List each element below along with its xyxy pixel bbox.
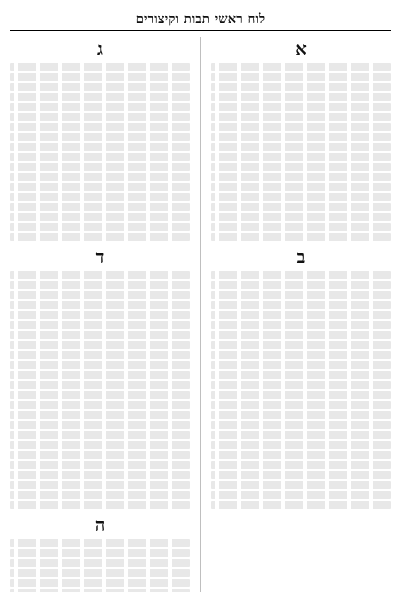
text-line-placeholder <box>10 193 190 201</box>
text-line-placeholder <box>211 431 391 439</box>
section-letter: ד <box>95 246 105 268</box>
text-line-placeholder <box>211 411 391 419</box>
text-line-placeholder <box>10 223 190 231</box>
text-line-placeholder <box>10 123 190 131</box>
section-entries <box>211 63 391 241</box>
text-line-placeholder <box>211 371 391 379</box>
text-line-placeholder <box>211 351 391 359</box>
column-divider <box>200 37 201 592</box>
text-line-placeholder <box>211 123 391 131</box>
dictionary-section <box>211 246 391 509</box>
text-line-placeholder <box>10 271 190 279</box>
text-line-placeholder <box>211 113 391 121</box>
text-line-placeholder <box>10 391 190 399</box>
page-title: לוח ראשי תבות וקיצורים <box>135 12 266 27</box>
text-line-placeholder <box>10 281 190 289</box>
text-line-placeholder <box>10 351 190 359</box>
dictionary-section <box>211 41 391 241</box>
text-line-placeholder <box>211 321 391 329</box>
text-line-placeholder <box>10 539 190 547</box>
text-line-placeholder <box>211 381 391 389</box>
text-line-placeholder <box>211 213 391 221</box>
text-line-placeholder <box>10 83 190 91</box>
text-line-placeholder <box>10 431 190 439</box>
text-line-placeholder <box>211 233 391 241</box>
text-line-placeholder <box>10 143 190 151</box>
text-line-placeholder <box>10 559 190 567</box>
text-line-placeholder <box>211 103 391 111</box>
text-line-placeholder <box>211 491 391 499</box>
text-line-placeholder <box>10 461 190 469</box>
text-line-placeholder <box>211 501 391 509</box>
text-line-placeholder <box>211 361 391 369</box>
text-line-placeholder <box>211 421 391 429</box>
text-line-placeholder <box>211 441 391 449</box>
text-line-placeholder <box>10 341 190 349</box>
page-header <box>10 8 391 31</box>
text-line-placeholder <box>10 113 190 121</box>
text-line-placeholder <box>10 311 190 319</box>
text-line-placeholder <box>211 291 391 299</box>
text-line-placeholder <box>10 481 190 489</box>
text-line-placeholder <box>10 421 190 429</box>
text-line-placeholder <box>10 301 190 309</box>
text-line-placeholder <box>211 63 391 71</box>
section-entries <box>211 271 391 509</box>
column-left <box>10 37 190 592</box>
text-line-placeholder <box>10 153 190 161</box>
text-line-placeholder <box>211 203 391 211</box>
columns <box>10 37 391 592</box>
text-line-placeholder <box>10 491 190 499</box>
text-line-placeholder <box>211 281 391 289</box>
text-line-placeholder <box>10 291 190 299</box>
text-line-placeholder <box>10 133 190 141</box>
section-entries <box>10 271 190 509</box>
section-entries <box>10 539 190 592</box>
text-line-placeholder <box>10 63 190 71</box>
text-line-placeholder <box>211 173 391 181</box>
text-line-placeholder <box>10 233 190 241</box>
section-letter: ג <box>97 39 103 60</box>
text-line-placeholder <box>10 569 190 577</box>
text-line-placeholder <box>10 501 190 509</box>
section-entries <box>10 63 190 241</box>
text-line-placeholder <box>211 183 391 191</box>
text-line-placeholder <box>211 133 391 141</box>
text-line-placeholder <box>211 83 391 91</box>
text-line-placeholder <box>211 271 391 279</box>
text-line-placeholder <box>211 391 391 399</box>
text-line-placeholder <box>10 321 190 329</box>
text-line-placeholder <box>211 331 391 339</box>
text-line-placeholder <box>10 441 190 449</box>
text-line-placeholder <box>10 183 190 191</box>
dictionary-section <box>10 514 190 592</box>
text-line-placeholder <box>10 213 190 221</box>
text-line-placeholder <box>10 361 190 369</box>
text-line-placeholder <box>10 579 190 587</box>
text-line-placeholder <box>10 103 190 111</box>
text-line-placeholder <box>10 93 190 101</box>
section-letter: א <box>295 39 307 60</box>
dictionary-section <box>10 246 190 509</box>
text-line-placeholder <box>10 381 190 389</box>
text-line-placeholder <box>10 451 190 459</box>
text-line-placeholder <box>10 371 190 379</box>
section-letter: ה <box>94 514 106 536</box>
text-line-placeholder <box>211 451 391 459</box>
text-line-placeholder <box>211 311 391 319</box>
text-line-placeholder <box>211 301 391 309</box>
text-line-placeholder <box>211 481 391 489</box>
text-line-placeholder <box>211 193 391 201</box>
text-line-placeholder <box>211 153 391 161</box>
text-line-placeholder <box>211 143 391 151</box>
text-line-placeholder <box>10 173 190 181</box>
text-line-placeholder <box>211 223 391 231</box>
column-right <box>211 37 391 592</box>
text-line-placeholder <box>10 589 190 592</box>
text-line-placeholder <box>10 331 190 339</box>
text-line-placeholder <box>10 549 190 557</box>
text-line-placeholder <box>211 471 391 479</box>
text-line-placeholder <box>10 73 190 81</box>
text-line-placeholder <box>211 461 391 469</box>
text-line-placeholder <box>10 471 190 479</box>
text-line-placeholder <box>10 163 190 171</box>
text-line-placeholder <box>10 203 190 211</box>
text-line-placeholder <box>10 411 190 419</box>
text-line-placeholder <box>211 341 391 349</box>
text-line-placeholder <box>211 73 391 81</box>
text-line-placeholder <box>10 401 190 409</box>
text-line-placeholder <box>211 401 391 409</box>
section-letter: ב <box>296 246 306 268</box>
dictionary-section <box>10 41 190 241</box>
text-line-placeholder <box>211 93 391 101</box>
text-line-placeholder <box>211 163 391 171</box>
